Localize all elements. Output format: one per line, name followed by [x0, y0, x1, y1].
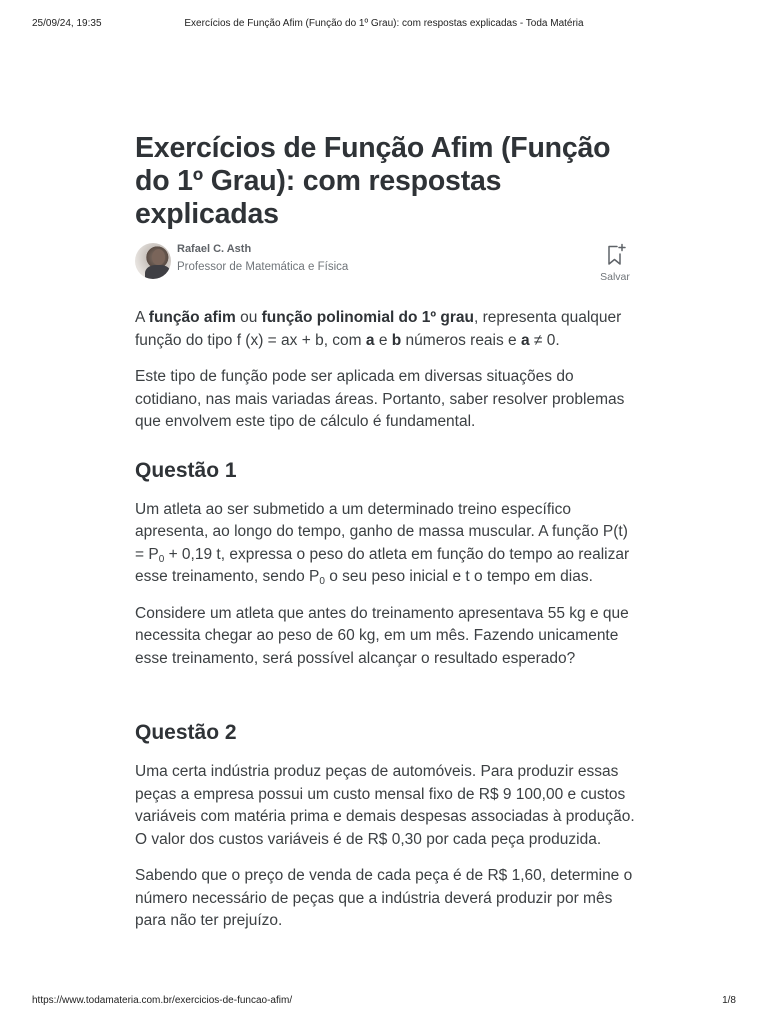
bold-term: função polinomial do 1º grau: [261, 309, 474, 326]
question-2-paragraph-2: Sabendo que o preço de venda de cada peça é de R$ 1,60, determine o número necessário de peças que a indústria deverá produzir por mês para não ter prejuízo.: [135, 867, 633, 929]
print-url[interactable]: https://www.todamateria.com.br/exercicios-de-funcao-afim/: [32, 995, 293, 1006]
article: [135, 132, 635, 947]
bold-term: a: [365, 331, 375, 349]
save-label: Salvar: [600, 271, 630, 283]
article-title: Exercícios de Função Afim (Função do 1º Grau): com respostas explicadas: [135, 132, 611, 230]
text: ou: [235, 309, 262, 326]
subscript: 0: [158, 553, 165, 565]
print-page-title: Exercícios de Função Afim (Função do 1º Grau): com respostas explicadas - Toda Matéria: [184, 18, 584, 29]
question-1-heading: Questão 1: [135, 458, 237, 482]
text: + 0,19 t, expressa o peso do atleta em função do tempo ao realizar esse treinamento, sendo P: [135, 545, 630, 585]
text: ≠ 0.: [529, 331, 560, 349]
author-row: [135, 243, 635, 295]
avatar-face: [152, 249, 165, 265]
author-role: Professor de Matemática e Física: [177, 261, 349, 273]
print-footer: [32, 995, 736, 1007]
question-1-paragraph-1: [135, 499, 635, 589]
subscript: 0: [319, 576, 325, 587]
question-2-paragraph-1: Uma certa indústria produz peças de automóveis. Para produzir essas peças a empresa possui um custo mensal fixo de R$ 9 100,00 e custos variáveis com matéria prima e demais despesas associadas à produção. O valor dos custos variáveis é de R$ 0,30 por cada peça produzida.: [135, 763, 635, 848]
bold-term: função afim: [148, 309, 236, 326]
author-avatar[interactable]: [135, 243, 171, 279]
page-number: 1/8: [722, 995, 736, 1006]
author-name[interactable]: Rafael C. Asth: [177, 243, 252, 255]
print-header: [32, 18, 736, 30]
text: o seu peso inicial e t o tempo em dias.: [324, 568, 593, 585]
bookmark-plus-icon: [595, 243, 635, 267]
question-2-heading: Questão 2: [135, 721, 237, 744]
avatar-shoulders: [145, 265, 171, 279]
text: e: [374, 331, 392, 349]
question-1-paragraph-2: Considere um atleta que antes do treinamento apresentava 55 kg e que necessita chegar ao peso de 60 kg, em um mês. Fazendo unicamente esse treinamento, será possível alcançar o resultado esperado?: [135, 604, 629, 667]
bold-term: a: [520, 331, 530, 349]
text: , representa qualquer função do tipo f (x) = ax + b, com: [135, 309, 622, 349]
print-date: 25/09/24, 19:35: [32, 18, 102, 29]
text: A: [135, 309, 149, 326]
bold-term: b: [391, 331, 402, 349]
text: Um atleta ao ser submetido a um determinado treino específico apresenta, ao longo do tempo, ganho de massa muscular. A função P(t) = P: [135, 500, 628, 563]
text: números reais e: [401, 331, 521, 349]
intro-paragraph-1: [135, 307, 635, 352]
intro-paragraph-2: Este tipo de função pode ser aplicada em diversas situações do cotidiano, nas mais variadas áreas. Portanto, saber resolver problemas que envolvem este tipo de cálculo é fundamental.: [135, 368, 625, 430]
save-button[interactable]: [595, 243, 635, 287]
